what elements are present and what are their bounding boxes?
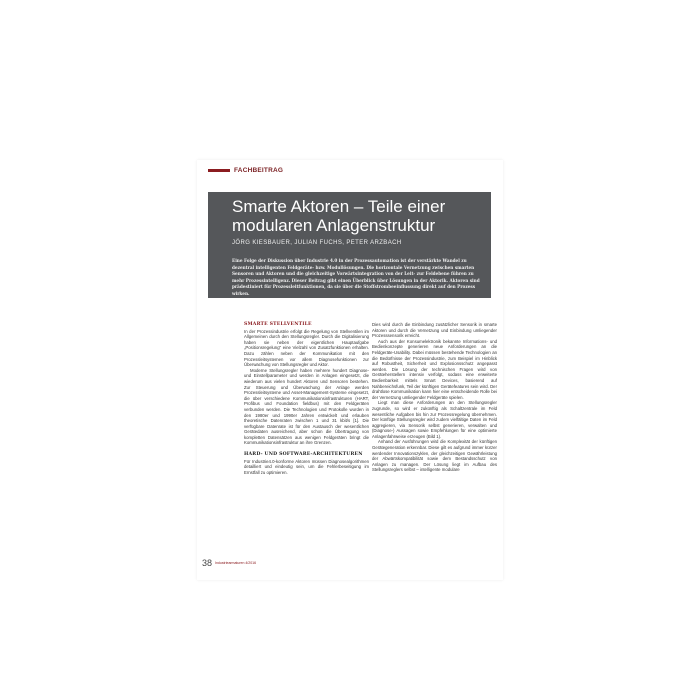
article-title: Smarte Aktoren – Teile einer modularen Anlagenstruktur (232, 197, 446, 235)
rubric-bar (208, 169, 230, 172)
body-paragraph: Für Industrie4.0-konforme Aktoren müssen Diagnosealgorithmen detailliert und eindeutig sein, um die Fehlerbeseitigung im Ernstfall zu optimieren. (244, 458, 369, 475)
body-paragraph: Anhand der Ausführungen wird die Komplexität der künftigen Gerätegeneration erkennbar. Diese gilt es aufgrund immer kürzer werdender Innovationszyklen, der gleichzeitigen Gewährleistung der Abwärtskompatibilität sowie dem Bestandsschutz von Anlagen zu managen. Der Lösung liegt im Aufbau des Stellungsreglers selbst – intelligente modulare (372, 439, 497, 473)
section-heading: HARD- UND SOFTWARE-ARCHITEKTUREN (244, 452, 363, 458)
body-paragraph: Auch aus der Konsumelektronik bekannte Informations- und Bedienkonzepte generieren neue Anforderungen an die Feldgeräte-Usability. Dabei müssen bestehende Technologien an die Bedürfnisse der Prozessindustrie, zum Beispiel im Hinblick auf Robustheit, Sicherheit und Explosionsschutz angepasst werden. Die Lösung der technischen Fragen wird von Geräteherstellern intensiv verfolgt, sodass eine erweiterte Bedienbarkeit mittels Smart Devices, basierend auf Nahbereichsfunk, Teil der künftigen Gerätefeatures sein wird. Der drahtlose Kommunikation kann hier eine entscheidende Rolle bei der Vernetzung umliegender Feldgeräte spielen. (372, 338, 497, 400)
body-paragraph: Moderne Stellungsregler haben mehrere hundert Diagnose- und Einstellparameter und werden in Anlagen eingesetzt, die wiederum aus vielen hundert Aktoren und Sensoren bestehen. Zur Steuerung und Überwachung der Anlage werden Prozessleitsysteme und Asset-Management-Systeme eingesetzt, die über verschiedene Kommunikationsinfrastrukturen (HART, Profibus und Foundation fieldbus) mit den Feldgeräten verbunden werden. Die Technologien und Protokolle wurden in den 1980er und 1990er Jahren entwickelt und erlauben theoretische Datenraten zwischen 1 und 31 kbit/s [1]. Die verfügbare Datenrate ist für den Austausch der wesentlichen Gerätedaten ausreichend, aber schon die Übertragung von kompletten Datensätzen aus wenigen Feldgeräten bringt die Kommunikationsinfrastruktur an ihre Grenzen. (244, 367, 369, 446)
magazine-page (197, 160, 503, 580)
article-authors: JÖRG KIESBAUER, JULIAN FUCHS, PETER ARZBACH (232, 240, 402, 246)
text-column-1 (244, 322, 369, 475)
journal-name: Industriearmaturen 4/2016 (215, 561, 257, 565)
page-number: 38 (202, 558, 213, 568)
body-paragraph: Liegt man diese Anforderungen an den Stellungsregler zugrunde, so wird er zukünftig als Schaltzentrale im Feld wesentliche Aufgaben bis hin zur Prozessregelung übernehmen. Der künftige Stellungsregler wird zudem vielfältige Daten im Feld aggregieren, via Sensorik selbst generieren, verwalten und (Diagnose-) Aussagen sowie Empfehlungen für eine optimierte Anlagenfahrweise erzeugen (Bild 1). (372, 400, 497, 439)
section-rubric (208, 167, 283, 174)
article-lead: Eine Folge der Diskussion über Industrie 4.0 in der Prozessautomation ist der verstärkte Wandel zu dezentral intelligenten Feldgeräte- bzw. Modullösungen. Die horizontale Vernetzung zwischen smarten Sensoren und Aktoren und die gleichzeitige Vorwärtsintegration von der Leit- zur Feldebene führen zu mehr Prozessintelligenz. Dieser Beitrag gibt einen Überblick über Lösungen in der Aktorik. Aktoren sind prädestiniert für Prozessleitfunktionen, da sie über die Stoffstrombeeinflussung direkt auf den Prozess wirken. (232, 258, 480, 296)
section-heading: SMARTE STELLVENTILE (244, 322, 312, 327)
rubric-label: FACHBEITRAG (234, 167, 284, 174)
body-paragraph: Dies wird durch die Einbindung zusätzlicher Sensorik in smarte Aktoren und durch die Vernetzung und Einbindung umliegender Prozesssensorik erreicht. (372, 322, 497, 339)
text-column-2 (372, 322, 497, 473)
body-paragraph: In der Prozessindustrie erfolgt die Regelung von Stellventilen im Allgemeinen durch den Stellungsregler. Durch die Digitalisierung haben sie neben der eigentlichen Hauptaufgabe „Positionsregelung“ eine Vielzahl von Zusatzfunktionen erhalten. Dazu zählen neben der Kommunikation mit den Prozessleitsystemen vor allem Diagnosefunktionen zur Überwachung von Stellungsregler und Aktor. (244, 328, 369, 368)
page-footer (202, 558, 256, 568)
title-banner (208, 192, 491, 298)
